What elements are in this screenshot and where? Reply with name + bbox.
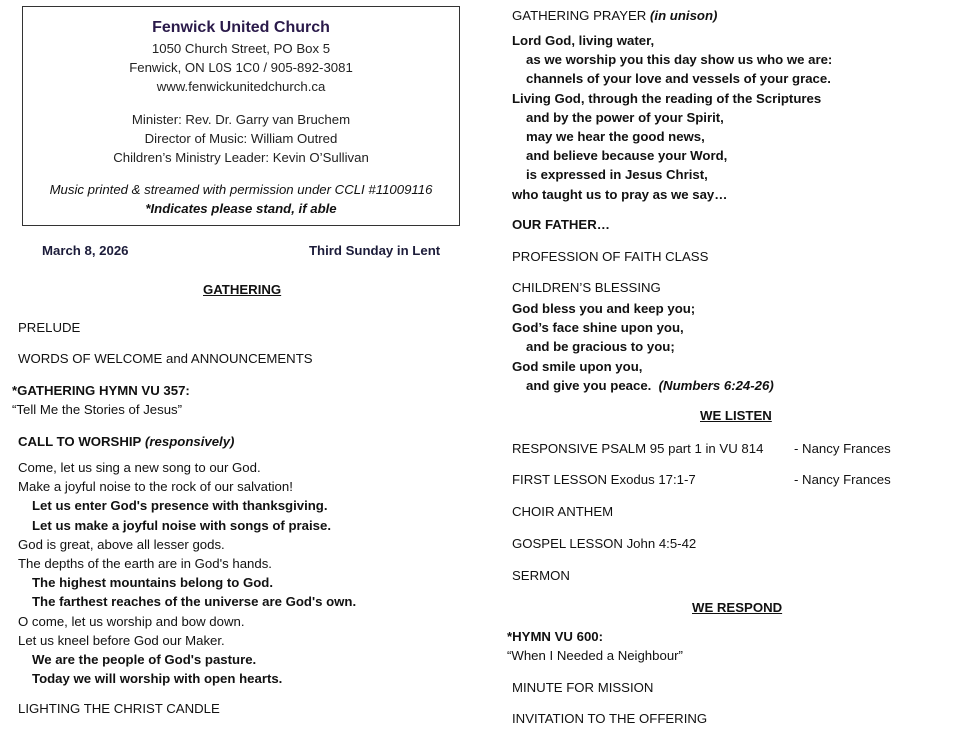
blessing-line: and be gracious to you; <box>526 339 675 355</box>
address-line-2: Fenwick, ON L0S 1C0 / 905-892-3081 <box>129 60 353 75</box>
call-to-worship-heading <box>18 434 234 449</box>
hymn-label: *HYMN VU 600: <box>507 629 604 644</box>
prayer-line: and believe because your Word, <box>526 148 728 164</box>
choir-anthem-item: CHOIR ANTHEM <box>512 504 614 519</box>
church-name: Fenwick United Church <box>152 19 330 36</box>
our-father-item: OUR FATHER… <box>512 217 610 232</box>
section-heading-we-listen: WE LISTEN <box>700 408 772 423</box>
blessing-line-final <box>512 376 774 395</box>
welcome-item: WORDS OF WELCOME and ANNOUNCEMENTS <box>18 351 313 366</box>
prayer-line: may we hear the good news, <box>526 129 705 145</box>
service-date: March 8, 2026 <box>42 243 129 258</box>
call-response-line: Let us enter God's presence with thanksgiving. <box>32 498 328 514</box>
prayer-line: Lord God, living water, <box>512 33 655 48</box>
call-response-line: Today we will worship with open hearts. <box>32 671 283 687</box>
blessing-line: and give you peace. <box>526 377 652 393</box>
ccli-note: Music printed & streamed with permission under CCLI #11009116 <box>49 182 433 197</box>
blessing-reference: (Numbers 6:24-26) <box>658 377 774 393</box>
call-line: O come, let us worship and bow down. <box>18 613 245 629</box>
gospel-lesson-item: GOSPEL LESSON John 4:5-42 <box>512 536 697 551</box>
gathering-hymn-label: *GATHERING HYMN VU 357: <box>12 383 190 398</box>
gathering-hymn-title: “Tell Me the Stories of Jesus” <box>12 402 183 417</box>
call-response-line: The highest mountains belong to God. <box>32 575 274 591</box>
call-line: God is great, above all lesser gods. <box>18 536 225 552</box>
offering-invitation-item: INVITATION TO THE OFFERING <box>512 711 708 726</box>
profession-of-faith-item: PROFESSION OF FAITH CLASS <box>512 249 709 264</box>
call-line: Let us kneel before God our Maker. <box>18 632 225 648</box>
gathering-prayer-heading <box>512 8 717 23</box>
sermon-item: SERMON <box>512 568 570 583</box>
childrens-blessing-label: CHILDREN’S BLESSING <box>512 280 661 295</box>
psalm-item: RESPONSIVE PSALM 95 part 1 in VU 814 <box>512 441 764 456</box>
call-to-worship-mode: (responsively) <box>145 434 235 449</box>
prelude-item: PRELUDE <box>18 320 81 335</box>
minute-for-mission-item: MINUTE FOR MISSION <box>512 680 654 695</box>
call-response-line: Let us make a joyful noise with songs of praise. <box>32 517 331 533</box>
call-line: Make a joyful noise to the rock of our salvation! <box>18 479 293 495</box>
music-director-line: Director of Music: William Outred <box>144 131 338 146</box>
blessing-line: God bless you and keep you; <box>512 301 696 316</box>
prayer-line: Living God, through the reading of the Scriptures <box>512 90 822 106</box>
first-lesson-item: FIRST LESSON Exodus 17:1-7 <box>512 472 696 487</box>
childrens-blessing-text <box>512 299 774 395</box>
blessing-line: God’s face shine upon you, <box>512 320 684 336</box>
call-line: Come, let us sing a new song to our God. <box>18 460 261 475</box>
service-occasion: Third Sunday in Lent <box>309 243 441 258</box>
christ-candle-item: LIGHTING THE CHRIST CANDLE <box>18 701 220 716</box>
church-website: www.fenwickunitedchurch.ca <box>156 79 326 94</box>
gathering-prayer-mode: (in unison) <box>650 8 718 23</box>
call-line: The depths of the earth are in God's hands. <box>18 556 272 572</box>
gathering-prayer-text <box>512 31 832 204</box>
minister-line: Minister: Rev. Dr. Garry van Bruchem <box>131 112 351 127</box>
call-response-line: The farthest reaches of the universe are God's own. <box>32 594 357 610</box>
section-heading-we-respond: WE RESPOND <box>692 600 783 615</box>
call-to-worship-label: CALL TO WORSHIP <box>18 434 142 449</box>
hymn-title: “When I Needed a Neighbour” <box>507 648 683 663</box>
blessing-line: God smile upon you, <box>512 358 643 374</box>
gathering-prayer-label: GATHERING PRAYER <box>512 8 647 23</box>
address-line-1: 1050 Church Street, PO Box 5 <box>151 41 331 56</box>
prayer-line: and by the power of your Spirit, <box>526 109 724 125</box>
psalm-reader: - Nancy Frances <box>794 441 891 456</box>
prayer-line: who taught us to pray as we say… <box>512 186 728 202</box>
call-to-worship-text <box>18 458 356 688</box>
call-response-line: We are the people of God's pasture. <box>32 652 257 668</box>
prayer-line: is expressed in Jesus Christ, <box>526 167 708 183</box>
church-info-box <box>22 6 460 226</box>
prayer-line: channels of your love and vessels of your grace. <box>526 71 831 87</box>
section-heading-gathering: GATHERING <box>203 282 282 297</box>
first-lesson-reader: - Nancy Frances <box>794 472 891 487</box>
prayer-line: as we worship you this day show us who we are: <box>526 52 833 68</box>
stand-note: *Indicates please stand, if able <box>145 201 337 216</box>
childrens-ministry-line: Children’s Ministry Leader: Kevin O’Sullivan <box>113 150 369 165</box>
